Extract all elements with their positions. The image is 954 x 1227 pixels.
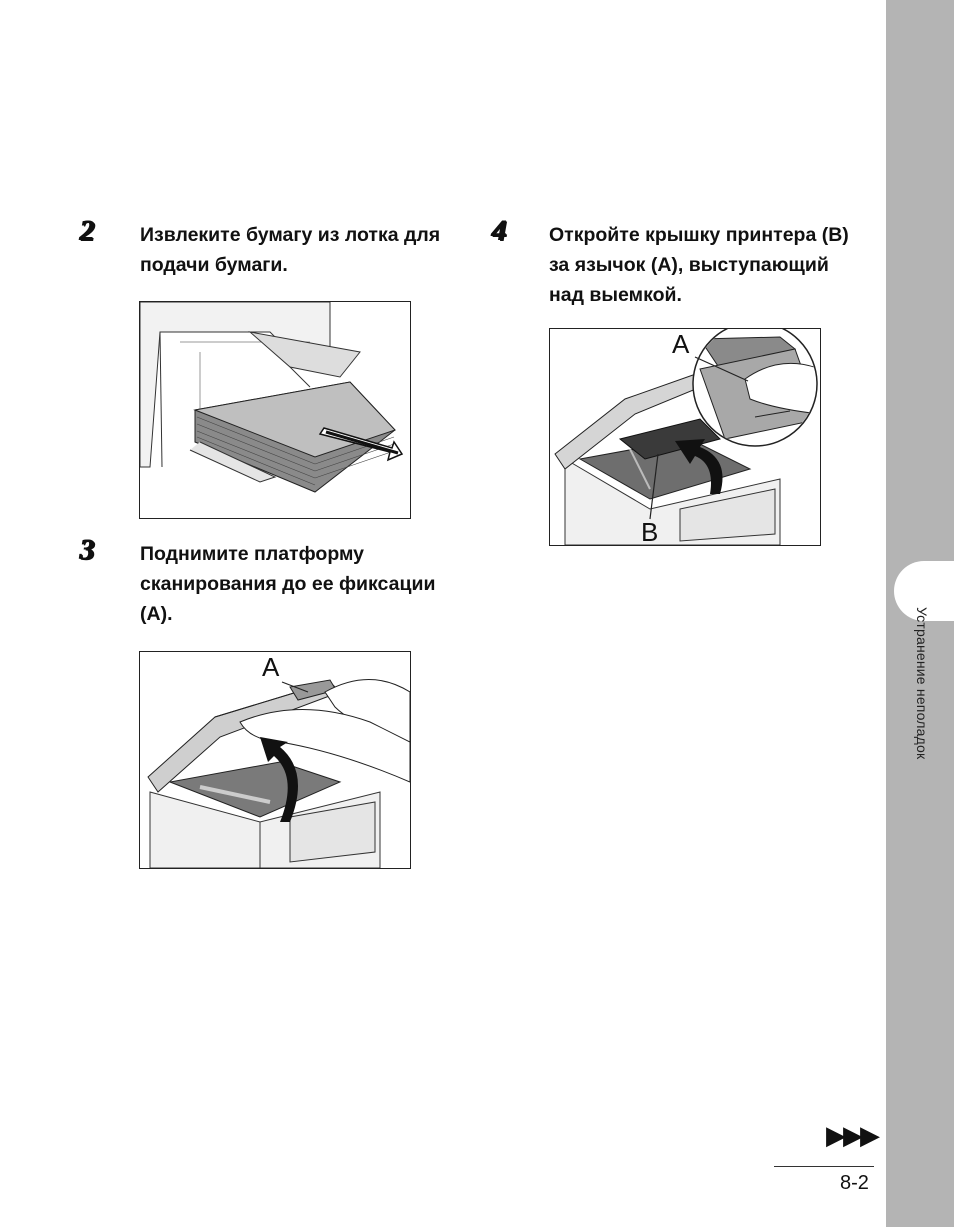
step-4-line-3: над выемкой.: [549, 284, 682, 306]
printer-cover-drawing: [550, 329, 820, 545]
footer-rule: [774, 1166, 874, 1167]
section-title: Устранение неполадок: [914, 607, 930, 760]
step-4-illustration: [549, 328, 821, 546]
step-2-text: [140, 220, 440, 280]
continue-arrows-icon: ▶▶▶: [826, 1120, 877, 1150]
paper-removal-drawing: [140, 302, 410, 518]
step-3-text: [140, 539, 435, 629]
page-number: 8-2: [840, 1172, 869, 1194]
step-3-line-2: сканирования до ее фиксации: [140, 573, 436, 595]
step-2-number: 2: [80, 214, 95, 247]
step-4-number: 4: [492, 214, 507, 247]
step-3-illustration: [139, 651, 411, 869]
step-2-line-1: Извлеките бумагу из лотка для: [140, 224, 441, 246]
scanner-lift-drawing: [140, 652, 410, 868]
step-3-callout-a: A: [262, 652, 280, 682]
step-3-line-1: Поднимите платформу: [140, 543, 364, 565]
step-2-illustration: [139, 301, 411, 519]
step-4-callout-a: A: [672, 329, 690, 359]
step-4-line-2: за язычок (A), выступающий: [549, 254, 829, 276]
step-3-number: 3: [80, 533, 95, 566]
step-2-line-2: подачи бумаги.: [140, 254, 288, 276]
step-4-text: [549, 220, 849, 310]
step-3-line-3: (A).: [140, 603, 173, 625]
step-4-line-1: Откройте крышку принтера (B): [549, 224, 849, 246]
step-4-callout-b: B: [641, 517, 659, 547]
